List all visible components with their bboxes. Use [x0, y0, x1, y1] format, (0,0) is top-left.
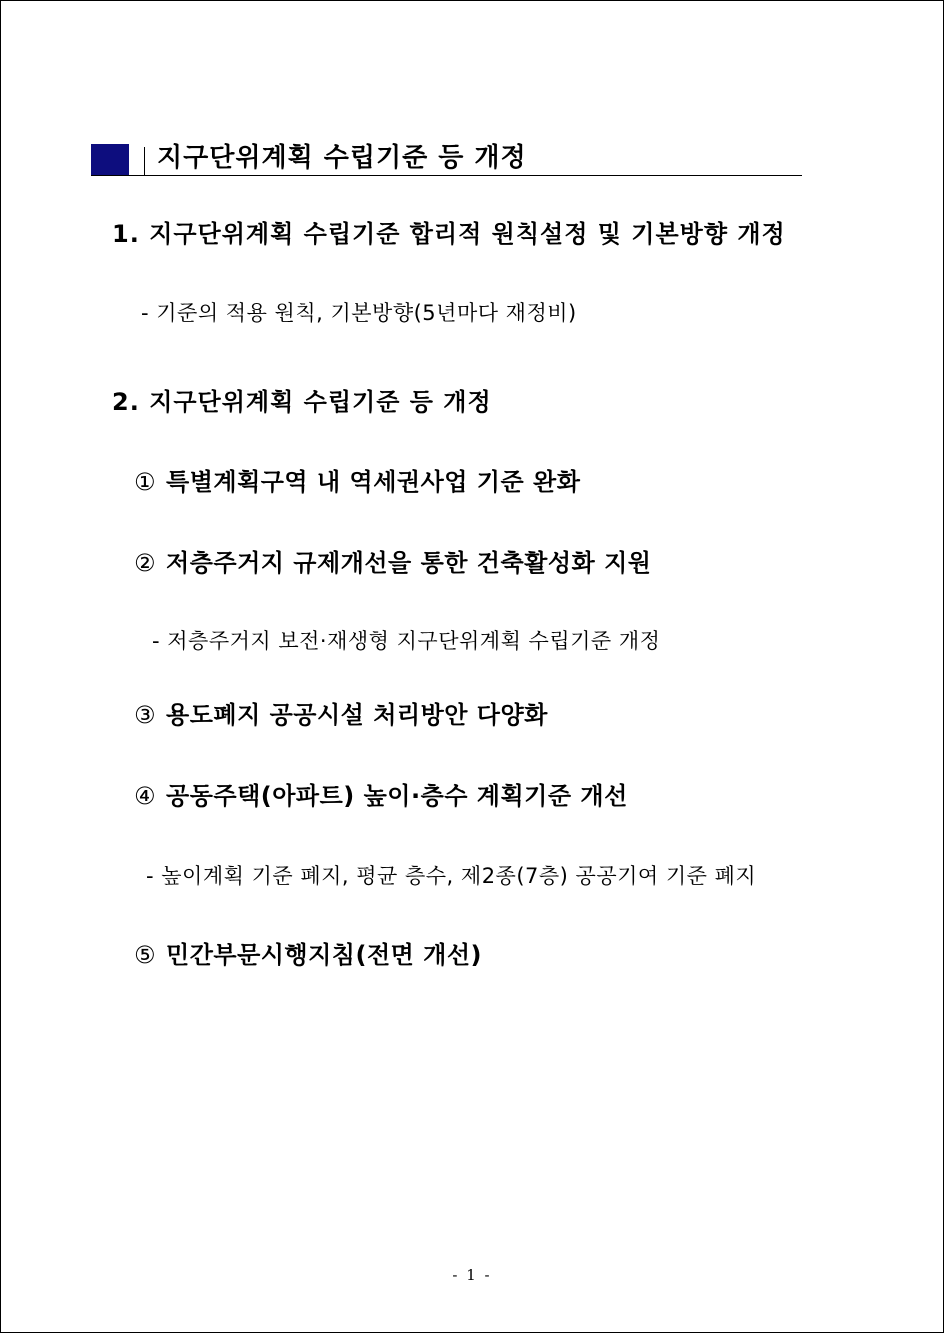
item-5-text: 민간부문시행지침(전면 개선)	[166, 941, 483, 969]
item-2-text: 저층주거지 규제개선을 통한 건축활성화 지원	[166, 549, 652, 577]
item-3-marker: ③	[134, 701, 157, 729]
item-2-marker: ②	[134, 549, 157, 577]
item-2-sub: - 저층주거지 보전·재생형 지구단위계획 수립기준 개정	[152, 629, 661, 653]
list-item-4	[134, 776, 628, 811]
item-4-text: 공동주택(아파트) 높이·층수 계획기준 개선	[166, 782, 628, 810]
list-item-1	[134, 462, 580, 497]
item-5-marker: ⑤	[134, 941, 157, 969]
heading-divider	[144, 147, 145, 175]
page-number: - 1 -	[452, 1266, 492, 1284]
section-1-sub: - 기준의 적용 원칙, 기본방향(5년마다 재정비)	[141, 301, 577, 325]
list-item-2	[134, 543, 651, 578]
section-1-title	[112, 214, 786, 249]
item-1-marker: ①	[134, 468, 157, 496]
section-2-title	[112, 382, 492, 417]
heading-square-marker	[91, 144, 129, 175]
list-item-3	[134, 695, 548, 730]
item-4-marker: ④	[134, 782, 157, 810]
section-heading	[91, 141, 802, 176]
section-2-number: 2.	[112, 388, 140, 416]
section-2-text: 지구단위계획 수립기준 등 개정	[149, 388, 492, 416]
heading-title: 지구단위계획 수립기준 등 개정	[157, 143, 527, 173]
item-1-text: 특별계획구역 내 역세권사업 기준 완화	[166, 468, 581, 496]
item-4-sub: - 높이계획 기준 폐지, 평균 층수, 제2종(7층) 공공기여 기준 폐지	[146, 864, 757, 888]
section-1-number: 1.	[112, 220, 140, 248]
item-3-text: 용도폐지 공공시설 처리방안 다양화	[166, 701, 548, 729]
list-item-5	[134, 935, 482, 970]
section-1-text: 지구단위계획 수립기준 합리적 원칙설정 및 기본방향 개정	[149, 220, 786, 248]
